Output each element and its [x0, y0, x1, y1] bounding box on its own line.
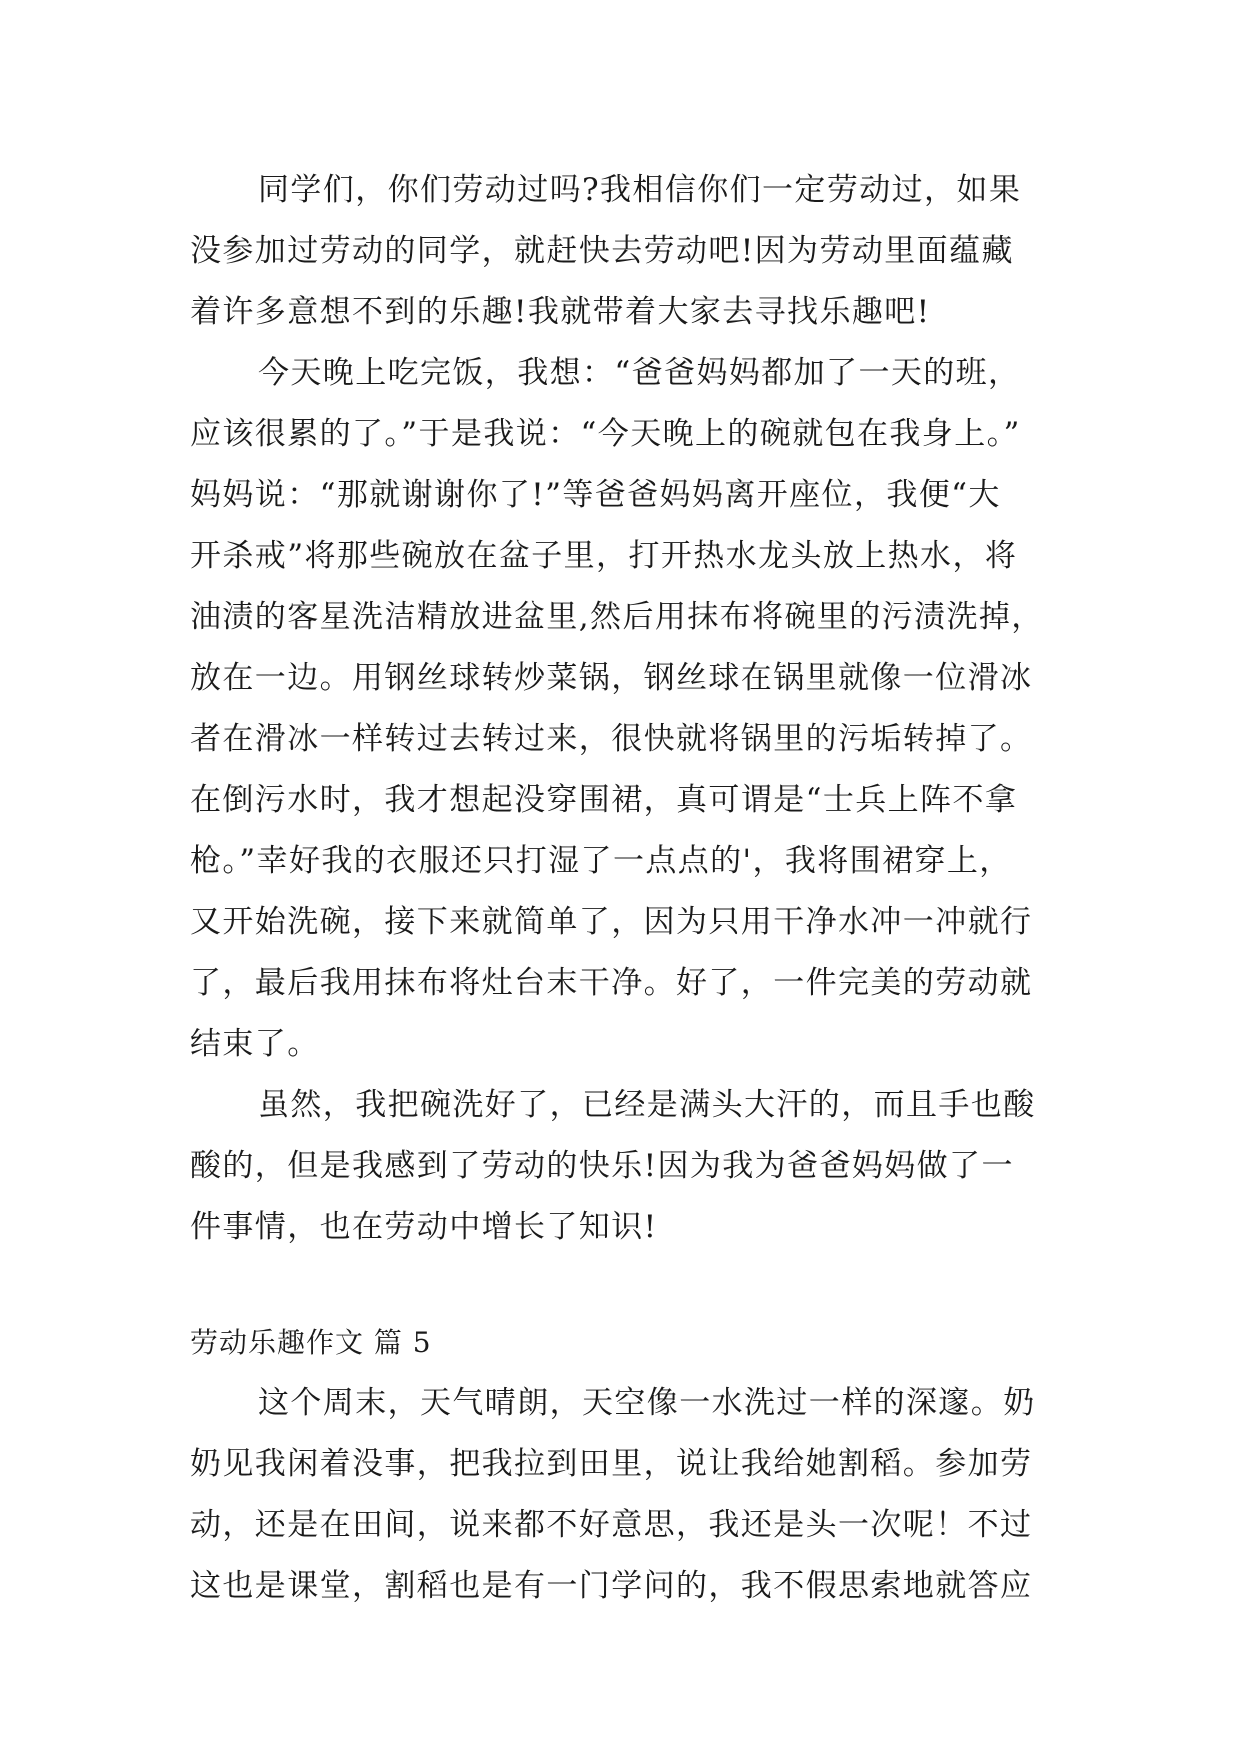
text-line: 虽然，我把碗洗好了，已经是满头大汗的，而且手也酸 [258, 1087, 1036, 1123]
paragraph-2 [190, 343, 1070, 1075]
text-line: 者在滑冰一样转过去转过来，很快就将锅里的污垢转掉了。 [190, 721, 1033, 757]
text-line: 枪。”幸好我的衣服还只打湿了一点点的'，我将围裙穿上， [190, 843, 1012, 879]
text-line: 件事情，也在劳动中增长了知识! [190, 1209, 658, 1245]
text-line: 又开始洗碗，接下来就简单了，因为只用干净水冲一冲就行 [190, 904, 1033, 940]
text-line: 着许多意想不到的乐趣!我就带着大家去寻找乐趣吧! [190, 294, 931, 330]
paragraph-3 [190, 1075, 1070, 1258]
text-line: 奶见我闲着没事，把我拉到田里，说让我给她割稻。参加劳 [190, 1446, 1033, 1482]
text-line: 没参加过劳动的同学，就赶快去劳动吧!因为劳动里面蕴藏 [190, 233, 1014, 269]
text-line: 放在一边。用钢丝球转炒菜锅，钢丝球在锅里就像一位滑冰 [190, 660, 1033, 696]
text-line: 动，还是在田间，说来都不好意思，我还是头一次呢！不过 [190, 1507, 1033, 1543]
text-line: 结束了。 [190, 1026, 320, 1062]
text-line: 在倒污水时，我才想起没穿围裙，真可谓是“士兵上阵不拿 [190, 782, 1018, 818]
text-line: 应该很累的了。”于是我说：“今天晚上的碗就包在我身上。” [190, 416, 1021, 452]
text-line: 了，最后我用抹布将灶台末干净。好了，一件完美的劳动就 [190, 965, 1033, 1001]
text-line: 油渍的客星洗洁精放进盆里,然后用抹布将碗里的污渍洗掉， [190, 599, 1044, 635]
text-line: 妈妈说：“那就谢谢你了!”等爸爸妈妈离开座位，我便“大 [190, 477, 1001, 513]
section-gap [190, 1258, 1070, 1312]
document-page [190, 160, 1070, 1617]
text-line: 这个周末，天气晴朗，天空像一水洗过一样的深邃。奶 [258, 1385, 1036, 1421]
text-line: 开杀戒”将那些碗放在盆子里，打开热水龙头放上热水，将 [190, 538, 1018, 574]
text-line: 同学们，你们劳动过吗?我相信你们一定劳动过，如果 [258, 172, 1022, 208]
text-line: 酸的，但是我感到了劳动的快乐!因为我为爸爸妈妈做了一 [190, 1148, 1014, 1184]
text-line: 这也是课堂，割稻也是有一门学问的，我不假思索地就答应 [190, 1568, 1033, 1604]
paragraph-1 [190, 160, 1070, 343]
section-heading: 劳动乐趣作文 篇 5 [190, 1326, 432, 1359]
paragraph-4 [190, 1373, 1070, 1617]
text-line: 今天晚上吃完饭，我想：“爸爸妈妈都加了一天的班， [258, 355, 1021, 391]
